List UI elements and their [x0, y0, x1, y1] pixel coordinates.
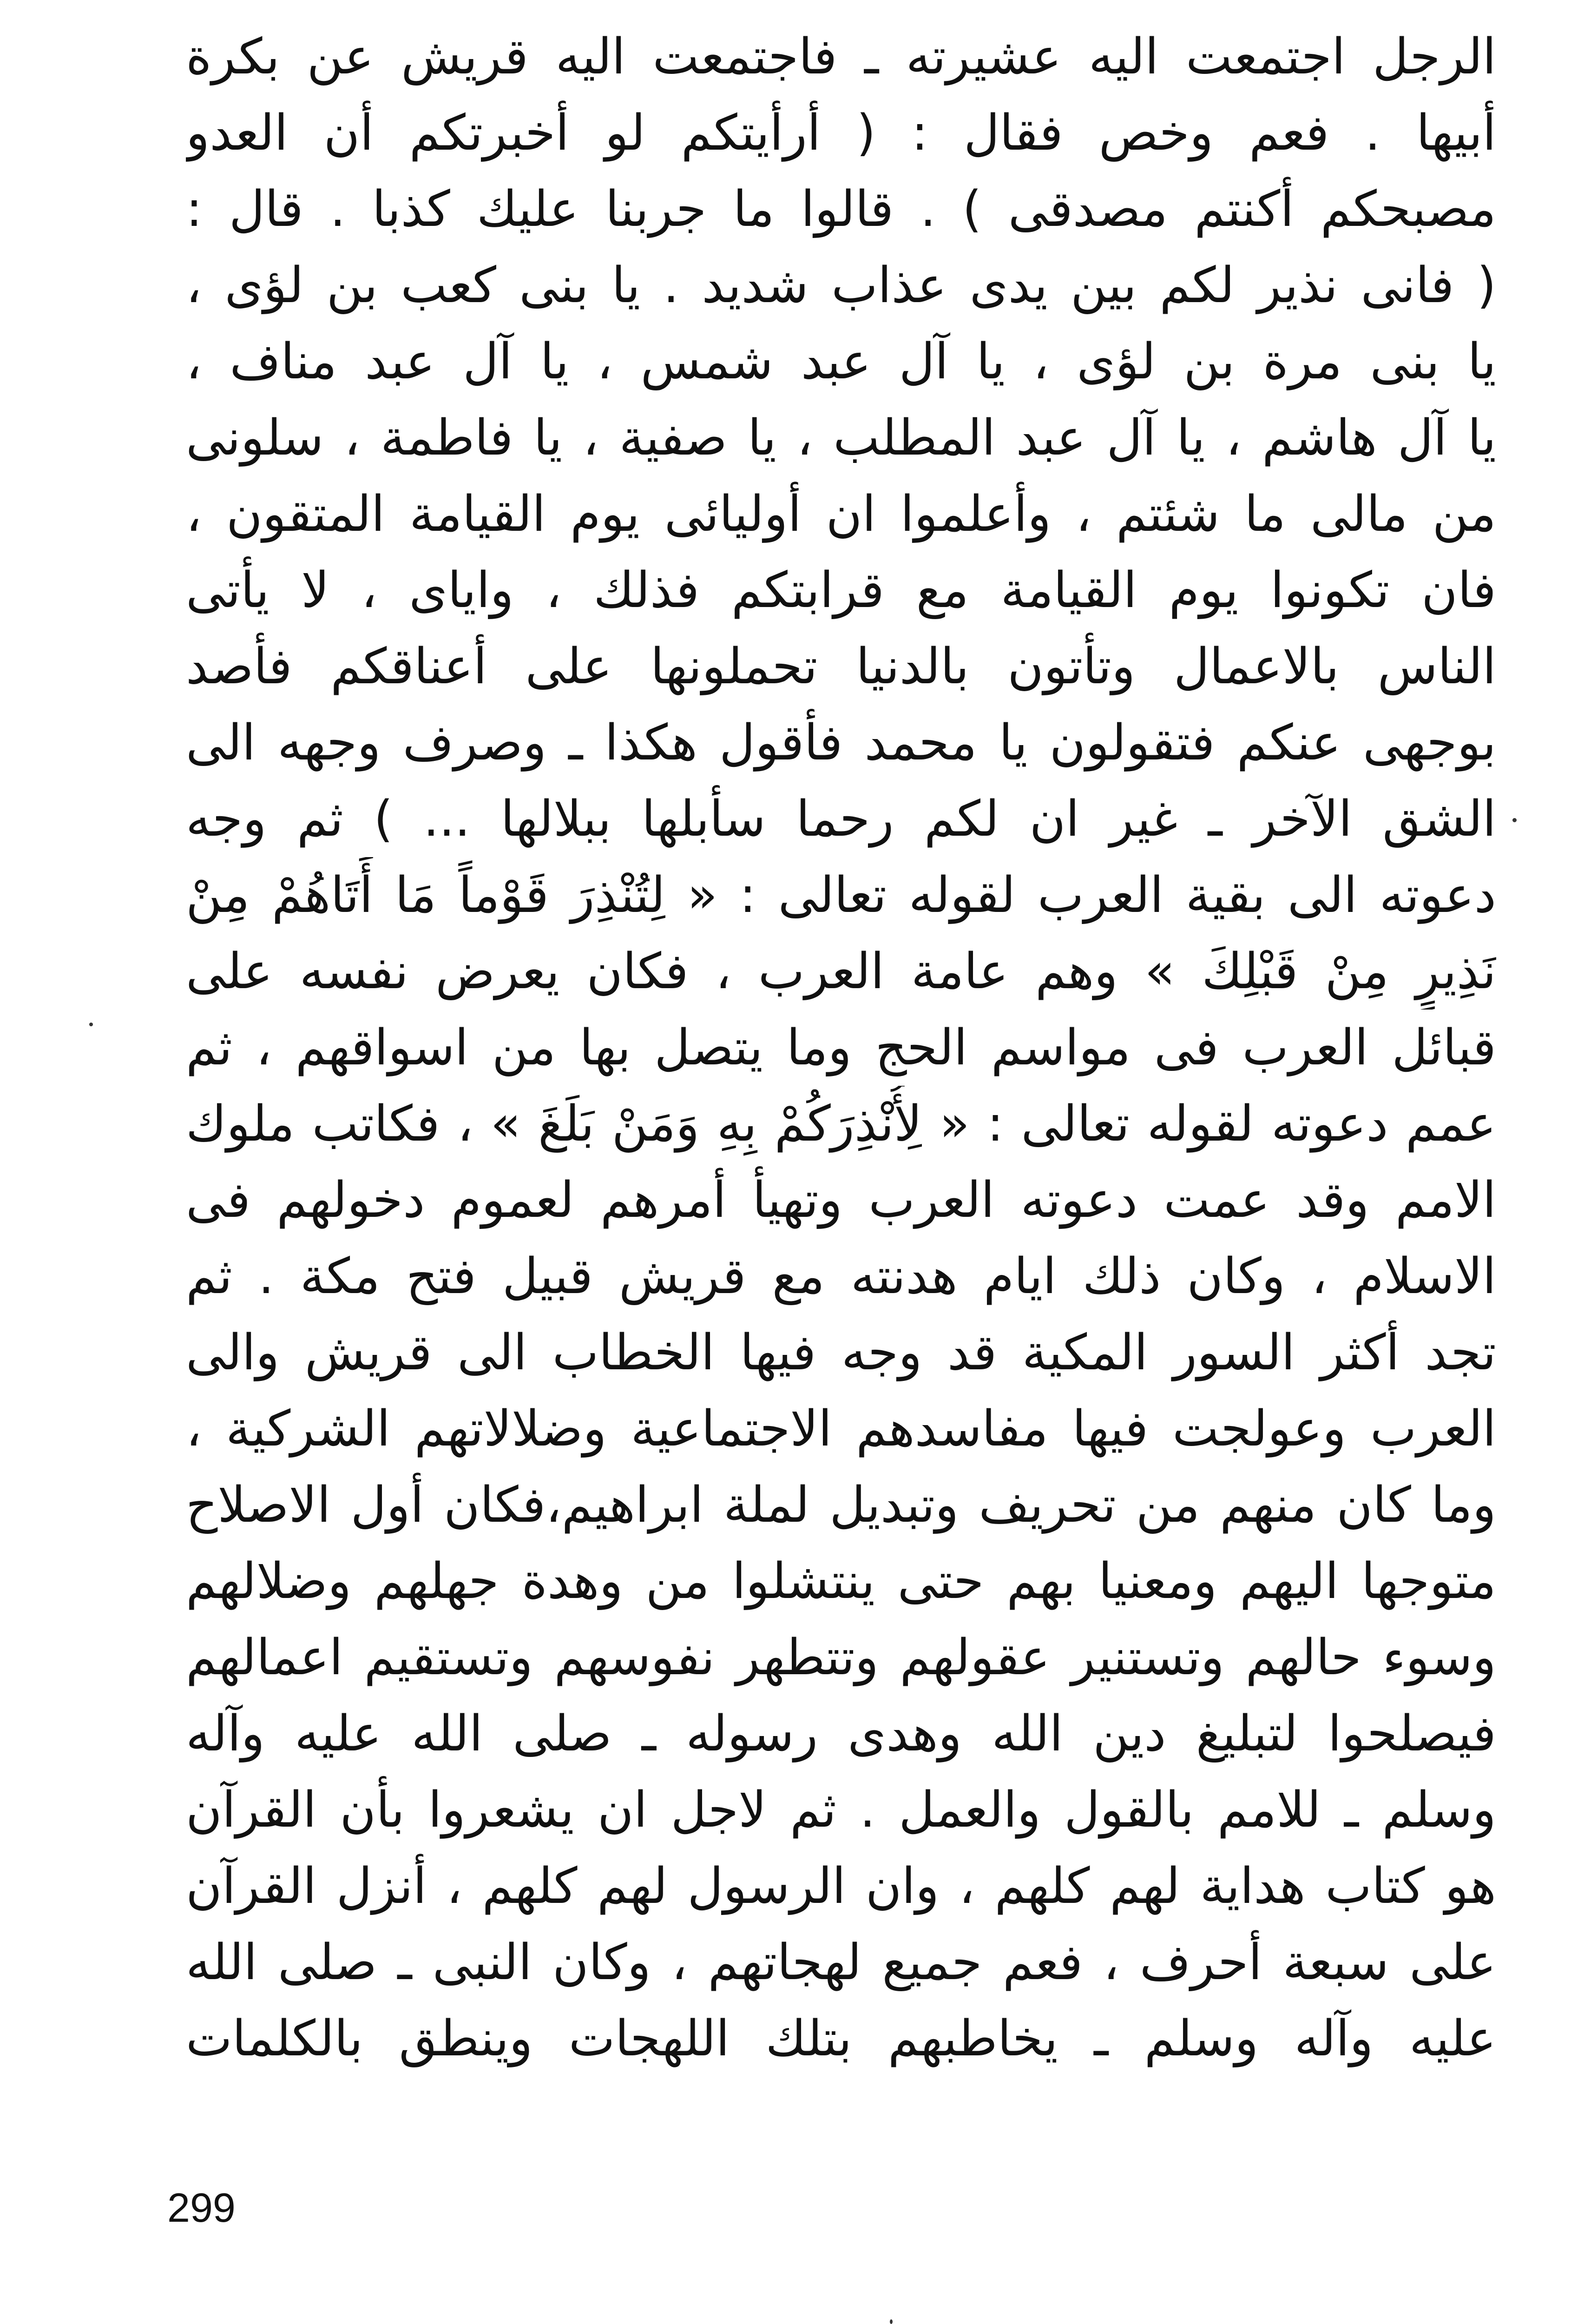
body-text [186, 19, 1496, 2077]
text-line: أبيها . فعم وخص فقال : ( أرأيتكم لو أخبرتكم أن العدو [186, 104, 1496, 161]
text-line: بوجهى عنكم فتقولون يا محمد فأقول هكذا ـ وصرف وجهه الى [186, 714, 1496, 771]
text-line: قبائل العرب فى مواسم الحج وما يتصل بها من اسواقهم ، ثم [186, 1019, 1496, 1076]
text-line: متوجها اليهم ومعنيا بهم حتى ينتشلوا من وهدة جهلهم وضلالهم [186, 1552, 1496, 1610]
text-line: الناس بالاعمال وتأتون بالدنيا تحملونها على أعناقكم فأصد [186, 638, 1496, 695]
text-line: الامم وقد عمت دعوته العرب وتهيأ أمرهم لعموم دخولهم فى [186, 1171, 1496, 1228]
text-line: تجد أكثر السور المكية قد وجه فيها الخطاب الى قريش والى [186, 1324, 1496, 1381]
text-line: ( فانى نذير لكم بين يدى عذاب شديد . يا بنى كعب بن لؤى ، [186, 257, 1496, 314]
text-line: فان تكونوا يوم القيامة مع قرابتكم فذلك ، واياى ، لا يأتى [186, 561, 1496, 619]
text-line: الرجل اجتمعت اليه عشيرته ـ فاجتمعت اليه قريش عن بكرة [186, 28, 1496, 85]
text-line: العرب وعولجت فيها مفاسدهم الاجتماعية وضلالاتهم الشركية ، [186, 1400, 1496, 1457]
text-line: على سبعة أحرف ، فعم جميع لهجاتهم ، وكان النبى ـ صلى الله [186, 1934, 1496, 1991]
text-line: الاسلام ، وكان ذلك ايام هدنته مع قريش قبيل فتح مكة . ثم [186, 1248, 1496, 1305]
text-line: فيصلحوا لتبليغ دين الله وهدى رسوله ـ صلى الله عليه وآله [186, 1705, 1496, 1762]
text-line: الشق الآخر ـ غير ان لكم رحما سأبلها ببلالها ... ) ثم وجه [186, 790, 1496, 847]
text-line: يا بنى مرة بن لؤى ، يا آل عبد شمس ، يا آل عبد مناف ، [186, 333, 1496, 390]
text-line: هو كتاب هداية لهم كلهم ، وان الرسول لهم كلهم ، أنزل القرآن [186, 1857, 1496, 1915]
text-line: وما كان منهم من تحريف وتبديل لملة ابراهيم،فكان أول الاصلاح [186, 1476, 1496, 1533]
text-line: وسلم ـ للامم بالقول والعمل . ثم لاجل ان يشعروا بأن القرآن [186, 1781, 1496, 1838]
text-line: عليه وآله وسلم ـ يخاطبهم بتلك اللهجات وينطق بالكلمات [186, 2010, 1496, 2067]
text-line: دعوته الى بقية العرب لقوله تعالى : « لِتُنْذِرَ قَوْماً مَا أَتَاهُمْ مِنْ [186, 866, 1496, 924]
text-line: يا آل هاشم ، يا آل عبد المطلب ، يا صفية ، يا فاطمة ، سلونى [186, 409, 1496, 466]
scan-speck [89, 1023, 93, 1026]
text-line: نَذِيرٍ مِنْ قَبْلِكَ » وهم عامة العرب ، فكان يعرض نفسه على [186, 943, 1496, 1000]
text-line: وسوء حالهم وتستنير عقولهم وتتطهر نفوسهم وتستقيم اعمالهم [186, 1629, 1496, 1686]
page-number: 299 [167, 2185, 236, 2231]
text-line: من مالى ما شئتم ، وأعلموا ان أوليائى يوم القيامة المتقون ، [186, 485, 1496, 542]
scan-speck [1512, 818, 1517, 822]
scan-speck [890, 2319, 893, 2324]
text-line: عمم دعوته لقوله تعالى : « لِأُنْذِرَكُمْ بِهِ وَمَنْ بَلَغَ » ، فكاتب ملوك [186, 1095, 1496, 1152]
text-line: مصبحكم أكنتم مصدقى ) . قالوا ما جربنا عليك كذبا . قال : [186, 180, 1496, 238]
